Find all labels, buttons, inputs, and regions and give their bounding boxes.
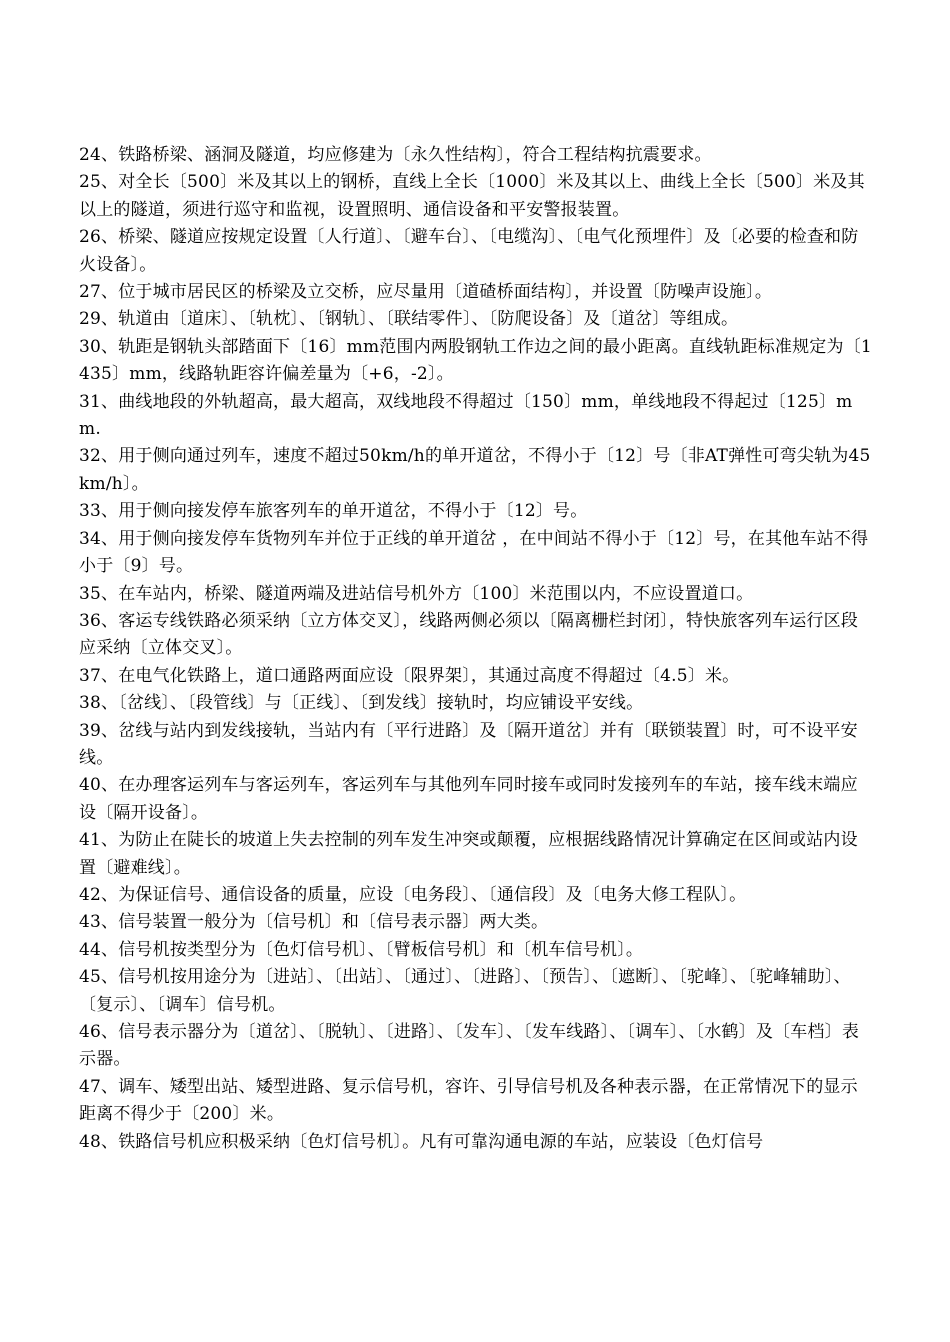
paragraph-41: 41、为防止在陡长的坡道上失去控制的列车发生冲突或颠覆，应根据线路情况计算确定在区间或站内设置〔避难线〕。 [79, 830, 858, 878]
paragraph-40: 40、在办理客运列车与客运列车，客运列车与其他列车同时接车或同时发接列车的车站，接车线末端应设〔隔开设备〕。 [79, 775, 858, 823]
paragraph-45: 45、信号机按用途分为〔进站〕、〔出站〕、〔通过〕、〔进路〕、〔预告〕、〔遮断〕、〔驼峰〕、〔驼峰辅助〕、〔复示〕、〔调车〕信号机。 [79, 967, 851, 1015]
paragraph-39: 39、岔线与站内到发线接轨，当站内有〔平行进路〕及〔隔开道岔〕并有〔联锁装置〕时，可不设平安线。 [79, 720, 858, 768]
paragraph-36: 36、客运专线铁路必须采纳〔立方体交叉〕，线路两侧必须以〔隔离栅栏封闭〕，特快旅客列车运行区段应采纳〔立体交叉〕。 [79, 610, 859, 659]
paragraph-46: 46、信号表示器分为〔道岔〕、〔脱轨〕、〔进路〕、〔发车〕、〔发车线路〕、〔调车〕、〔水鹤〕及〔车档〕表示器。 [79, 1022, 860, 1070]
paragraph-29: 29、轨道由〔道床〕、〔轨枕〕、〔钢轨〕、〔联结零件〕、〔防爬设备〕及〔道岔〕等组成。 [79, 309, 739, 330]
paragraph-47: 47、调车、矮型出站、矮型进路、复示信号机，容许、引导信号机及各种表示器，在正常情况下的显示距离不得少于〔200〕米。 [79, 1076, 858, 1125]
paragraph-30: 30、轨距是钢轨头部踏面下〔16〕mm范围内两股钢轨工作边之间的最小距离。直线轨距标准规定为〔1435〕mm，线路轨距容许偏差量为〔+6，-2〕。 [79, 336, 872, 385]
paragraph-34: 34、用于侧向接发停车货物列车并位于正线的单开道岔 ，在中间站不得小于〔12〕号，在其他车站不得小于〔9〕号。 [79, 528, 869, 577]
document-body [79, 142, 874, 1156]
paragraph-37: 37、在电气化铁路上，道口通路两面应设〔限界架〕，其通过高度不得超过〔4.5〕米。 [79, 665, 740, 686]
paragraph-48: 48、铁路信号机应积极采纳〔色灯信号机〕。凡有可靠沟通电源的车站，应装设〔色灯信号 [79, 1131, 764, 1152]
paragraph-35: 35、在车站内，桥梁、隧道两端及进站信号机外方〔100〕米范围以内，不应设置道口。 [79, 583, 754, 604]
paragraph-44: 44、信号机按类型分为〔色灯信号机〕、〔臂板信号机〕和〔机车信号机〕。 [79, 939, 644, 960]
paragraph-27: 27、位于城市居民区的桥梁及立交桥，应尽量用〔道碴桥面结构〕，并设置〔防噪声设施〕。 [79, 282, 773, 303]
paragraph-42: 42、为保证信号、通信设备的质量，应设〔电务段〕、〔通信段〕及〔电务大修工程队〕。 [79, 884, 747, 905]
paragraph-38: 38、〔岔线〕、〔段管线〕与〔正线〕、〔到发线〕接轨时，均应铺设平安线。 [79, 693, 644, 714]
paragraph-32: 32、用于侧向通过列车，速度不超过50km/h的单开道岔，不得小于〔12〕号〔非AT弹性可弯尖轨为45km/h〕。 [79, 446, 871, 494]
paragraph-26: 26、桥梁、隧道应按规定设置〔人行道〕、〔避车台〕、〔电缆沟〕、〔电气化预埋件〕及〔必要的检查和防火设备〕。 [79, 227, 859, 275]
paragraph-43: 43、信号装置一般分为〔信号机〕和〔信号表示器〕两大类。 [79, 912, 549, 933]
paragraph-24: 24、铁路桥梁、涵洞及隧道，均应修建为〔永久性结构〕，符合工程结构抗震要求。 [79, 145, 712, 165]
paragraph-31: 31、曲线地段的外轨超高，最大超高，双线地段不得超过〔150〕mm，单线地段不得起过〔125〕mm. [79, 391, 853, 440]
paragraph-33: 33、用于侧向接发停车旅客列车的单开道岔，不得小于〔12〕号。 [79, 501, 588, 522]
paragraph-25: 25、对全长〔500〕米及其以上的钢桥，直线上全长〔1000〕米及其以上、曲线上全长〔500〕米及其以上的隧道，须进行巡守和监视，设置照明、通信设备和平安警报装置。 [79, 172, 865, 220]
